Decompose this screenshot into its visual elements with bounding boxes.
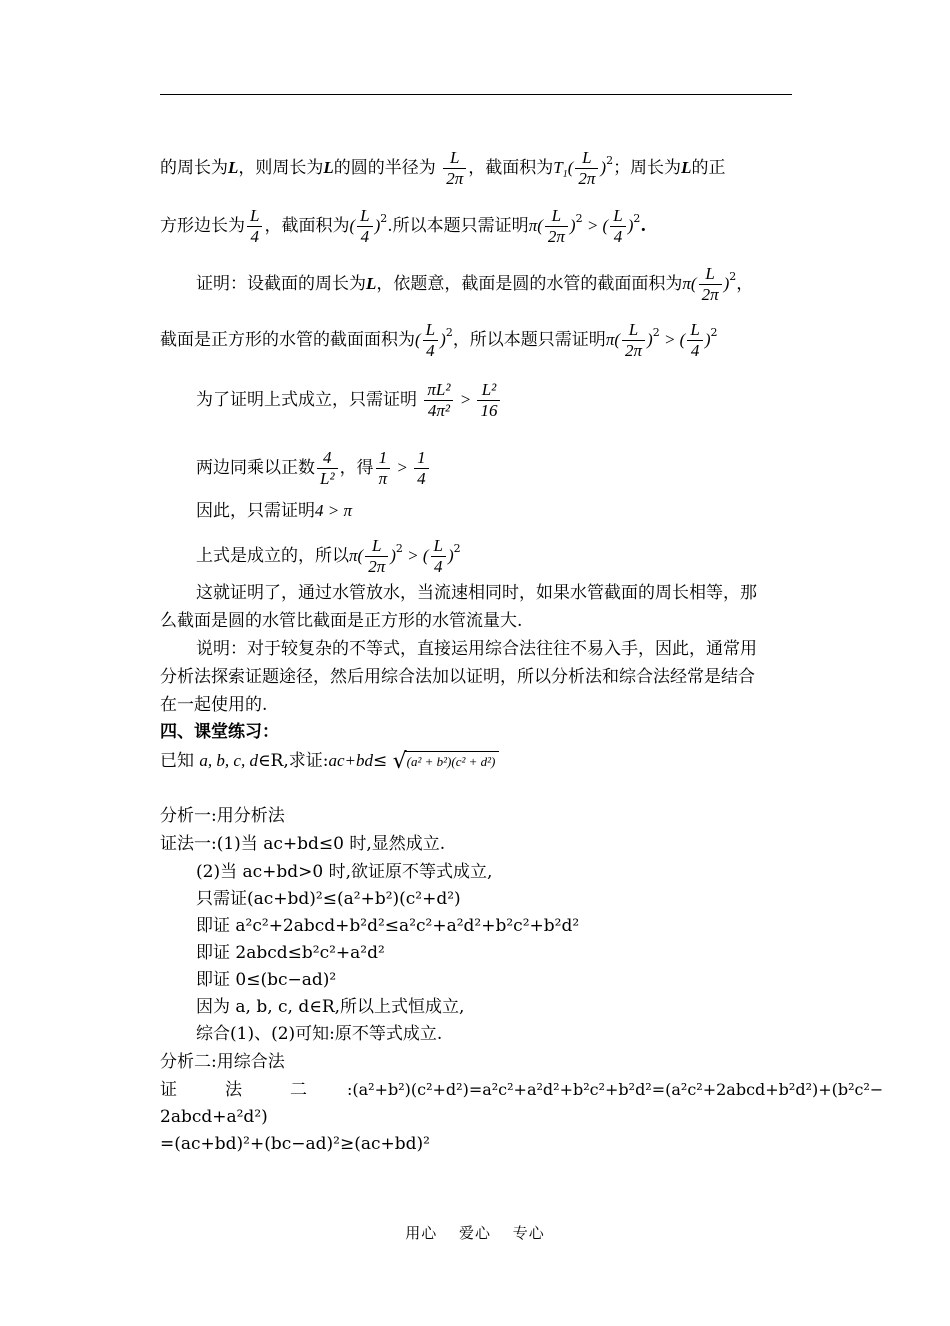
proof-1-line-1: 证法一:(1)当 ac+bd≤0 时,显然成立. bbox=[160, 834, 446, 854]
paragraph-line-3: 证明：设截面的周长为L，依题意，截面是圆的水管的截面面积为π( $\frac{L}{2\pi}$ )$^2$， bbox=[196, 264, 754, 304]
header-rule bbox=[160, 94, 792, 95]
text: ，截面积为 bbox=[468, 157, 554, 178]
note-line-1: 说明：对于较复杂的不等式，直接运用综合法往往不易入手，因此，通常用 bbox=[196, 639, 757, 659]
var-T: T bbox=[553, 157, 563, 177]
section-heading: 四、课堂练习： bbox=[160, 722, 279, 742]
text: 两边同乘以正数 bbox=[196, 457, 315, 478]
fraction-L-over-2pi: $\frac{L}{2\pi}$ bbox=[699, 264, 722, 305]
paragraph-conclusion-line-2: 么截面是圆的水管比截面是正方形的水管流量大. bbox=[160, 611, 523, 631]
text: 方形边长为 bbox=[160, 215, 245, 236]
page-footer bbox=[0, 1222, 950, 1243]
var-L: L bbox=[323, 157, 334, 177]
var-L: L bbox=[228, 157, 239, 177]
fraction-L-over-2pi: $\frac{L}{2\pi}$ bbox=[443, 148, 466, 189]
text: ∈R,求证: bbox=[257, 751, 329, 771]
proof-2-line-1 bbox=[160, 1082, 883, 1099]
footer-text: 用心 bbox=[405, 1224, 438, 1242]
fraction-piL2-over-4pi2: $\frac{\text{πL²}}{\text{4π²}}$ bbox=[424, 380, 453, 421]
text: 证 bbox=[160, 1080, 177, 1100]
proof-1-line-3: 只需证(ac+bd)²≤(a²+b²)(c²+d²) bbox=[196, 889, 461, 909]
proof-2-line-2: 2abcd+a²d²) bbox=[160, 1107, 268, 1127]
text: 上式是成立的，所以 bbox=[196, 545, 349, 566]
paragraph-line-5: 为了证明上式成立，只需证明 $\frac{\text{πL²}}{\text{4π²}}$ > $\frac{\text{L²}}{16}$ bbox=[196, 380, 502, 421]
fraction-L-over-2pi: $\frac{L}{2\pi}$ bbox=[365, 536, 388, 577]
fraction-1-over-pi: $\frac{1}{\pi}$ bbox=[376, 448, 391, 489]
fraction-L-over-4: $\frac{L}{4}$ bbox=[687, 320, 702, 361]
text: ，得 bbox=[339, 457, 374, 478]
var-L: L bbox=[366, 273, 377, 293]
text: 的圆的半径为 bbox=[333, 157, 436, 178]
proof-1-line-7: 因为 a, b, c, d∈R,所以上式恒成立, bbox=[196, 997, 465, 1017]
proof-1-line-6: 即证 0≤(bc−ad)² bbox=[196, 970, 337, 990]
text: .所以本题只需证明 bbox=[387, 215, 529, 236]
fraction-L-over-2pi: $\frac{L}{2\pi}$ bbox=[545, 206, 568, 247]
footer-text: 爱心 bbox=[458, 1224, 491, 1242]
analysis-2-heading: 分析二:用综合法 bbox=[160, 1052, 285, 1072]
text: 因此，只需证明 bbox=[196, 501, 315, 521]
paragraph-line-1: 的周长为L，则周长为L的圆的半径为 $\frac{L}{2\pi}$ ，截面积为$T_1$( $\frac{L}{2\pi}$ )$^2$；周长为L的正 bbox=[160, 148, 726, 188]
paragraph-conclusion-line-1: 这就证明了，通过水管放水，当流速相同时，如果水管截面的周长相等，那 bbox=[196, 583, 757, 603]
radicand: (a² + b²)(c² + d²) bbox=[405, 751, 500, 769]
paragraph-line-7: 因此，只需证明4 > π bbox=[196, 501, 352, 521]
paragraph-line-2: 方形边长为 $\frac{L}{4}$ ，截面积为( $\frac{L}{4}$ )$^2$.所以本题只需证明π( $\frac{L}{2\pi}$ )$^2$ > ( $\frac{L}{4}$ )$^2$. bbox=[160, 206, 647, 246]
text: 为了证明上式成立，只需证明 bbox=[196, 389, 417, 410]
fraction-L-over-4: $\frac{L}{4}$ bbox=[431, 536, 446, 577]
fraction-L-over-4: $\frac{L}{4}$ bbox=[610, 206, 625, 247]
var-L: L bbox=[681, 157, 692, 177]
fraction-L2-over-16: $\frac{\text{L²}}{16}$ bbox=[477, 380, 500, 421]
sqrt-expression: √ (a² + b²)(c² + d²) bbox=[393, 753, 500, 770]
fraction-L-over-2pi: $\frac{L}{2\pi}$ bbox=[622, 320, 645, 361]
text: ，依题意，截面是圆的水管的截面面积为 bbox=[376, 273, 683, 294]
paragraph-line-8: 上式是成立的，所以π( $\frac{L}{2\pi}$ )$^2$ > ( $\frac{L}{4}$ )$^2$ bbox=[196, 536, 461, 576]
text: ，截面积为 bbox=[264, 215, 350, 236]
text: 法 bbox=[225, 1080, 242, 1100]
footer-text: 专心 bbox=[512, 1224, 545, 1242]
text: ；周长为 bbox=[613, 157, 682, 178]
text: 证明：设截面的周长为 bbox=[196, 273, 366, 294]
text: 截面是正方形的水管的截面面积为 bbox=[160, 329, 415, 350]
note-line-3: 在一起使用的. bbox=[160, 695, 268, 715]
fraction-L-over-4: $\frac{L}{4}$ bbox=[247, 206, 262, 247]
text: 二 bbox=[290, 1080, 307, 1100]
text: ≤ bbox=[373, 751, 388, 771]
analysis-1-heading: 分析一:用分析法 bbox=[160, 806, 285, 826]
fraction-L-over-4: $\frac{L}{4}$ bbox=[357, 206, 372, 247]
proof-2-line-3: =(ac+bd)²+(bc−ad)²≥(ac+bd)² bbox=[160, 1134, 430, 1154]
fraction-L-over-4: $\frac{L}{4}$ bbox=[423, 320, 438, 361]
problem-statement bbox=[160, 749, 499, 774]
paragraph-line-6: 两边同乘以正数 $\frac{4}{\text{L²}}$ ，得 $\frac{1}{\pi}$ > $\frac{1}{4}$ bbox=[196, 448, 431, 489]
text: :(a²+b²)(c²+d²)=a²c²+a²d²+b²c²+b²d²=(a²c²+2abcd+b²d²)+(b²c²− bbox=[347, 1080, 884, 1099]
proof-1-line-8: 综合(1)、(2)可知:原不等式成立. bbox=[196, 1024, 443, 1044]
proof-1-line-5: 即证 2abcd≤b²c²+a²d² bbox=[196, 943, 385, 963]
text: 的周长为 bbox=[160, 157, 228, 178]
variables: a, b, c, d bbox=[199, 751, 258, 770]
text: 已知 bbox=[160, 751, 194, 771]
expression: ac+bd bbox=[328, 751, 373, 770]
note-line-2: 分析法探索证题途径，然后用综合法加以证明，所以分析法和综合法经常是结合 bbox=[160, 667, 755, 687]
fraction-L-over-2pi: $\frac{L}{2\pi}$ bbox=[575, 148, 598, 189]
text: ，则周长为 bbox=[238, 157, 324, 178]
text: ，所以本题只需证明 bbox=[452, 329, 606, 350]
fraction-1-over-4: $\frac{1}{4}$ bbox=[414, 448, 429, 489]
proof-1-line-4: 即证 a²c²+2abcd+b²d²≤a²c²+a²d²+b²c²+b²d² bbox=[196, 916, 580, 936]
text: 的正 bbox=[691, 157, 726, 178]
proof-1-line-2: (2)当 ac+bd>0 时,欲证原不等式成立, bbox=[196, 862, 493, 882]
paragraph-line-4: 截面是正方形的水管的截面面积为( $\frac{L}{4}$ )$^2$，所以本题只需证明π( $\frac{L}{2\pi}$ )$^2$ > ( $\frac{L}{4}$ )$^2$ bbox=[160, 320, 718, 360]
fraction-4-over-L2: $\frac{4}{\text{L²}}$ bbox=[317, 448, 338, 489]
